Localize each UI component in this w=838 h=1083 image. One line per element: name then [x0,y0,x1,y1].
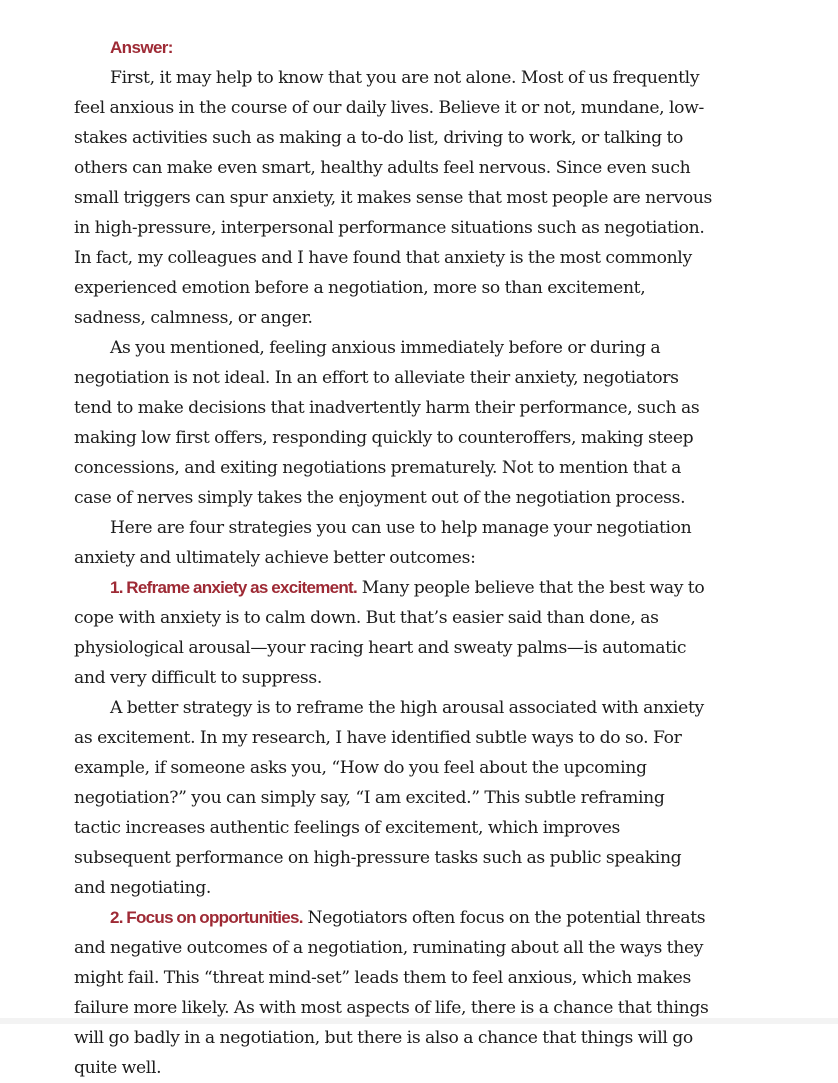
strategy-1-heading: 1. Reframe anxiety as excitement. [110,578,358,597]
answer-label: Answer: [110,38,173,57]
paragraph-anxiety-effects [74,333,714,513]
page-bottom-edge [0,1018,838,1024]
paragraph-text: Negotiators often focus on the potential threats and negative outcomes of a negotiation, ruminating about all the ways they might fail. This “threat mind-set” leads them to feel anxious, which makes failure more likely. As with most aspects of life, there is a chance that things will go badly in a negotiation, but there is also a chance that things will go quite well. [74,908,709,1078]
paragraph-strategy-2 [74,903,714,1083]
document-page [74,33,714,1083]
paragraph-strategy-1 [74,573,714,693]
strategy-2-heading: 2. Focus on opportunities. [110,908,303,927]
paragraph-strategies-intro [74,513,714,573]
paragraph-reframe-detail [74,693,714,903]
paragraph-text: Many people believe that the best way to cope with anxiety is to calm down. But that’s easier said than done, as physiological arousal—your racing heart and sweaty palms—is automatic and very difficult to suppress. [74,578,705,688]
paragraph-text: A better strategy is to reframe the high arousal associated with anxiety as excitement. In my research, I have identified subtle ways to do so. For example, if someone asks you, “How do you feel about the upcoming negotiation?” you can simply say, “I am excited.” This subtle reframing tactic increases authentic feelings of excitement, which improves subsequent performance on high-pressure tasks such as public speaking and negotiating. [74,698,704,898]
paragraph-text: As you mentioned, feeling anxious immediately before or during a negotiation is not ideal. In an effort to alleviate their anxiety, negotiators tend to make decisions that inadvertently harm their performance, such as making low first offers, responding quickly to counteroffers, making steep concessions, and exiting negotiations prematurely. Not to mention that a case of nerves simply takes the enjoyment out of the negotiation process. [74,338,700,508]
paragraph-intro [74,63,714,333]
paragraph-text: Here are four strategies you can use to help manage your negotiation anxiety and ultimately achieve better outcomes: [74,518,692,568]
paragraph-text: First, it may help to know that you are not alone. Most of us frequently feel anxious in the course of our daily lives. Believe it or not, mundane, low-stakes activities such as making a to-do list, driving to work, or talking to others can make even smart, healthy adults feel nervous. Since even such small triggers can spur anxiety, it makes sense that most people are nervous in high-pressure, interpersonal performance situations such as negotiation. In fact, my colleagues and I have found that anxiety is the most commonly experienced emotion before a negotiation, more so than excitement, sadness, calmness, or anger. [74,68,713,328]
